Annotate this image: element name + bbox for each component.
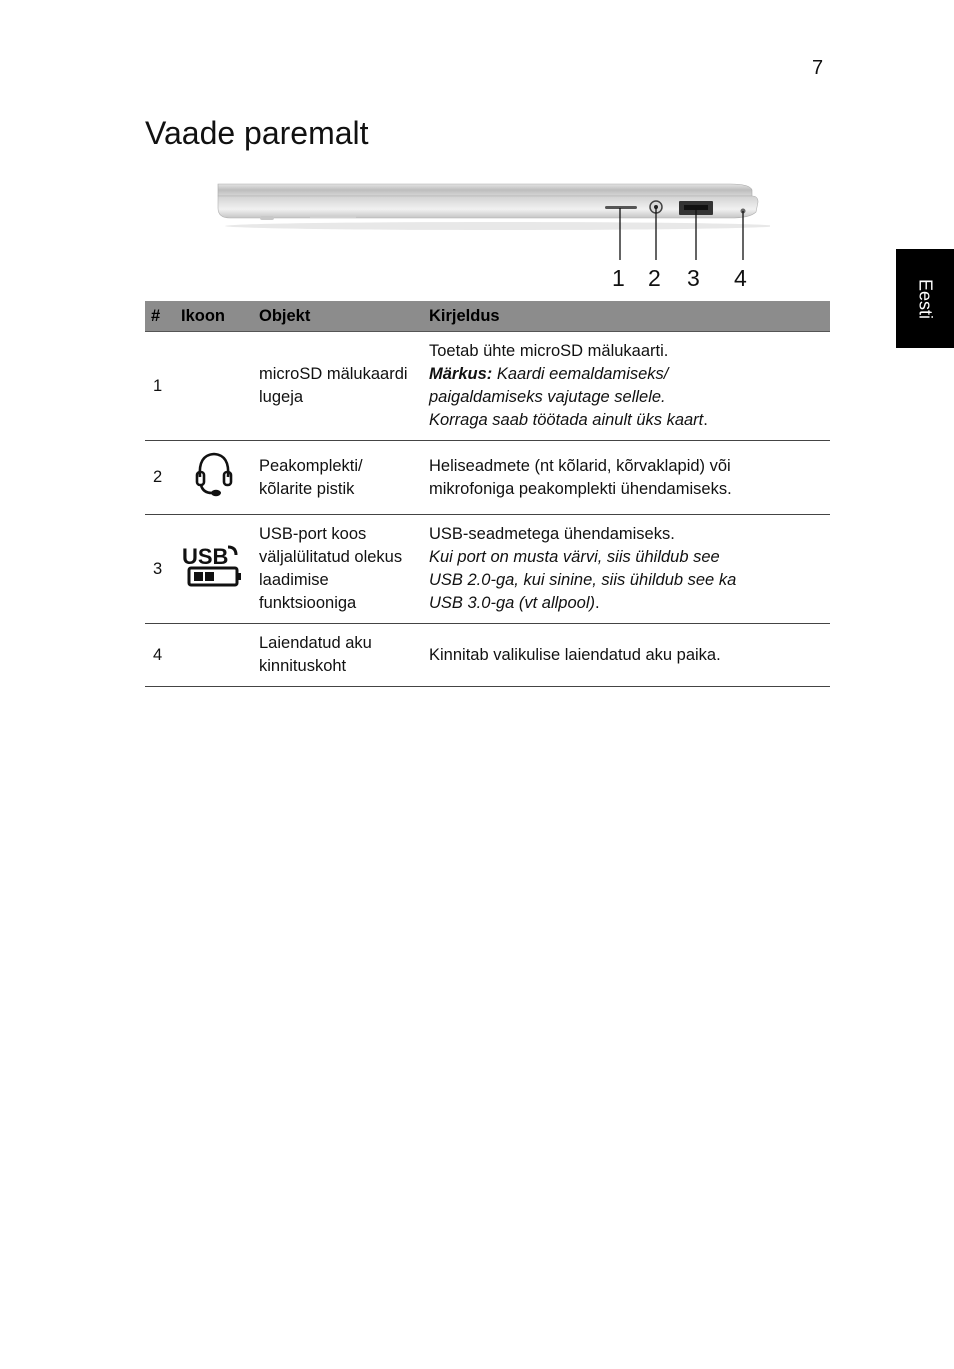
headset-icon xyxy=(194,449,234,499)
laptop-foot-left xyxy=(260,216,274,220)
laptop-foot-mid xyxy=(310,216,356,218)
row-number: 1 xyxy=(145,332,175,441)
header-number: # xyxy=(145,301,175,332)
laptop-shadow xyxy=(225,222,770,230)
row-description: Kinnitab valikulise laiendatud aku paika. xyxy=(423,624,830,687)
page-number: 7 xyxy=(812,57,824,79)
laptop-lid xyxy=(218,184,752,196)
row-description: Toetab ühte microSD mälukaarti. Märkus: Kaardi eemaldamiseks/ paigaldamiseks vajutage sellele. Korraga saab töötada ainult üks kaart. xyxy=(423,332,830,441)
table-row xyxy=(145,441,830,515)
header-description: Kirjeldus xyxy=(423,301,830,332)
usb-charge-icon xyxy=(181,543,247,589)
page-title: Vaade paremalt xyxy=(145,115,369,151)
table-row xyxy=(145,624,830,687)
row-object: USB-port koos väljalülitatud olekus laadimise funktsiooniga xyxy=(253,515,423,624)
callout-2: 2 xyxy=(648,265,661,291)
row-number: 3 xyxy=(145,515,175,624)
table-row xyxy=(145,515,830,624)
language-tab-label: Eesti xyxy=(915,278,936,319)
row-icon-empty xyxy=(175,624,253,687)
header-object: Objekt xyxy=(253,301,423,332)
callout-3: 3 xyxy=(687,265,700,291)
row-object: microSD mälukaardi lugeja xyxy=(253,332,423,441)
row-object: Laiendatud aku kinnituskoht xyxy=(253,624,423,687)
callout-4: 4 xyxy=(734,265,747,291)
row-icon-empty xyxy=(175,332,253,441)
table-header-row xyxy=(145,301,830,332)
ports-table xyxy=(145,301,830,687)
callout-1: 1 xyxy=(612,265,625,291)
note-label: Märkus: xyxy=(429,365,493,383)
laptop-base xyxy=(218,196,758,218)
row-object: Peakomplekti/ kõlarite pistik xyxy=(253,441,423,515)
header-icon: Ikoon xyxy=(175,301,253,332)
row-description: Heliseadmete (nt kõlarid, kõrvaklapid) või mikrofoniga peakomplekti ühendamiseks. xyxy=(423,441,830,515)
row-description: USB-seadmetega ühendamiseks. Kui port on musta värvi, siis ühildub see USB 2.0-ga, kui sinine, siis ühildub see ka USB 3.0-ga (vt allpool). xyxy=(423,515,830,624)
usb-icon-text: USB xyxy=(182,543,229,569)
language-tab xyxy=(896,249,954,348)
laptop-right-side-figure xyxy=(210,178,770,293)
row-number: 2 xyxy=(145,441,175,515)
microsd-slot xyxy=(605,206,637,209)
row-number: 4 xyxy=(145,624,175,687)
table-row xyxy=(145,332,830,441)
